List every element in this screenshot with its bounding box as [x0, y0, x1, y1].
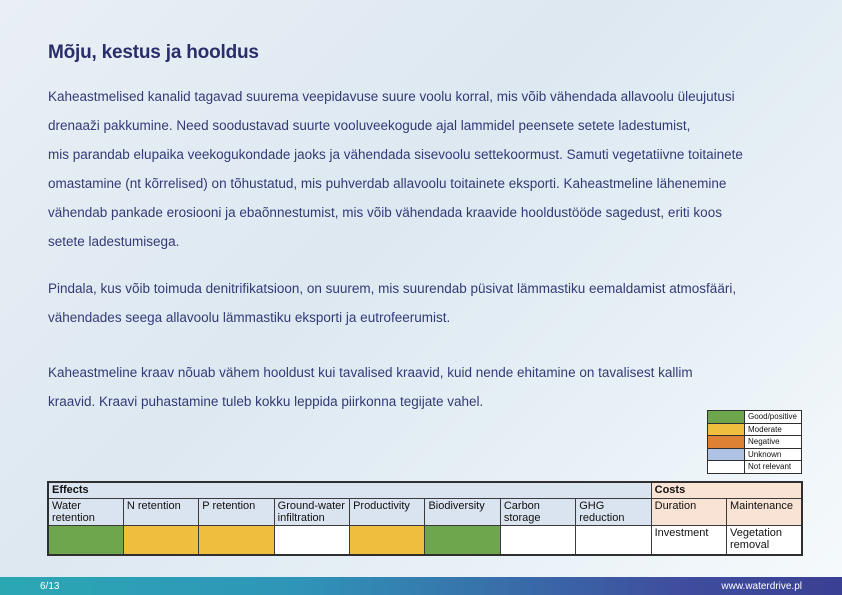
- table-rating-row: [48, 526, 802, 556]
- paragraph-2: [48, 274, 828, 332]
- column-header-biodiversity: Biodiversity: [425, 499, 500, 526]
- paragraph-line: Kaheastmelised kanalid tagavad suurema veepidavuse suure voolu korral, mis võib vähendada allavoolu üleujutusi: [48, 89, 735, 104]
- legend-row: [708, 424, 801, 437]
- legend-row: [708, 436, 801, 449]
- legend-label: Good/positive: [748, 412, 797, 421]
- column-header-water-retention: Water retention: [48, 499, 123, 526]
- rating-cell-groundwater-infiltration: [274, 526, 349, 556]
- rating-cell-ghg-reduction: [576, 526, 651, 556]
- website-link[interactable]: www.waterdrive.pl: [721, 580, 802, 592]
- legend-swatch-good: [708, 411, 745, 423]
- rating-cell-productivity: [350, 526, 425, 556]
- paragraph-line: vähendab pankade erosiooni ja ebaõnnestumist, mis võib vähendada kraavide hooldustööde sagedust, eriti koos: [48, 205, 722, 220]
- table-group-header-row: [48, 482, 802, 499]
- legend-swatch-negative: [708, 436, 745, 448]
- costs-group-header: Costs: [651, 482, 802, 499]
- page-number: 6/13: [40, 580, 60, 592]
- cost-cell-maintenance: Vegetation removal: [727, 526, 802, 556]
- column-header-carbon-storage: Carbon storage: [500, 499, 575, 526]
- column-header-n-retention: N retention: [123, 499, 198, 526]
- page-title: Mõju, kestus ja hooldus: [48, 42, 259, 63]
- column-header-groundwater-infiltration: Ground-water infiltration: [274, 499, 349, 526]
- cost-cell-duration: Investment: [651, 526, 726, 556]
- legend-swatch-notrelevant: [708, 461, 745, 473]
- legend-row: [708, 461, 801, 473]
- legend-label: Negative: [748, 437, 780, 447]
- rating-cell-biodiversity: [425, 526, 500, 556]
- paragraph-line: setete ladestumisega.: [48, 234, 180, 249]
- column-header-duration: Duration: [651, 499, 726, 526]
- rating-legend: [707, 410, 802, 474]
- rating-cell-carbon-storage: [500, 526, 575, 556]
- legend-row: [708, 449, 801, 462]
- rating-cell-p-retention: [199, 526, 274, 556]
- paragraph-line: kraavid. Kraavi puhastamine tuleb kokku leppida piirkonna tegijate vahel.: [48, 394, 484, 409]
- footer-bar: [0, 577, 842, 595]
- table-column-header-row: [48, 499, 802, 526]
- rating-cell-water-retention: [48, 526, 123, 556]
- paragraph-line: drenaaži pakkumine. Need soodustavad suurte vooluveekogude ajal lammidel peensete setete ladestumist,: [48, 118, 691, 133]
- paragraph-1: [48, 82, 828, 256]
- paragraph-line: mis parandab elupaika veekogukondade jaoks ja vähendada sisevoolu settekoormust. Samuti vegetatiivne toitainete: [48, 147, 743, 162]
- paragraph-line: vähendades seega allavoolu lämmastiku eksporti ja eutrofeerumist.: [48, 310, 451, 325]
- legend-label: Moderate: [748, 424, 782, 434]
- effects-group-header: Effects: [48, 482, 651, 499]
- paragraph-line: Kaheastmeline kraav nõuab vähem hooldust kui tavalised kraavid, kuid nende ehitamine on tavalisest kallim: [48, 365, 693, 380]
- legend-label: Not relevant: [748, 462, 792, 472]
- effects-costs-table: [47, 481, 803, 556]
- legend-row: [708, 411, 801, 424]
- paragraph-line: Pindala, kus võib toimuda denitrifikatsioon, on suurem, mis suurendab püsivat lämmastiku eemaldamist atmosfääri,: [48, 281, 737, 296]
- legend-swatch-moderate: [708, 424, 745, 436]
- legend-swatch-unknown: [708, 449, 745, 461]
- column-header-maintenance: Maintenance: [727, 499, 802, 526]
- paragraph-3: [48, 358, 828, 416]
- column-header-p-retention: P retention: [199, 499, 274, 526]
- rating-cell-n-retention: [123, 526, 198, 556]
- column-header-productivity: Productivity: [350, 499, 425, 526]
- column-header-ghg-reduction: GHG reduction: [576, 499, 651, 526]
- legend-label: Unknown: [748, 449, 782, 459]
- paragraph-line: omastamine (nt kõrrelised) on tõhustatud, mis puhverdab allavoolu toitainete eksporti. Kaheastmeline lähenemine: [48, 176, 727, 191]
